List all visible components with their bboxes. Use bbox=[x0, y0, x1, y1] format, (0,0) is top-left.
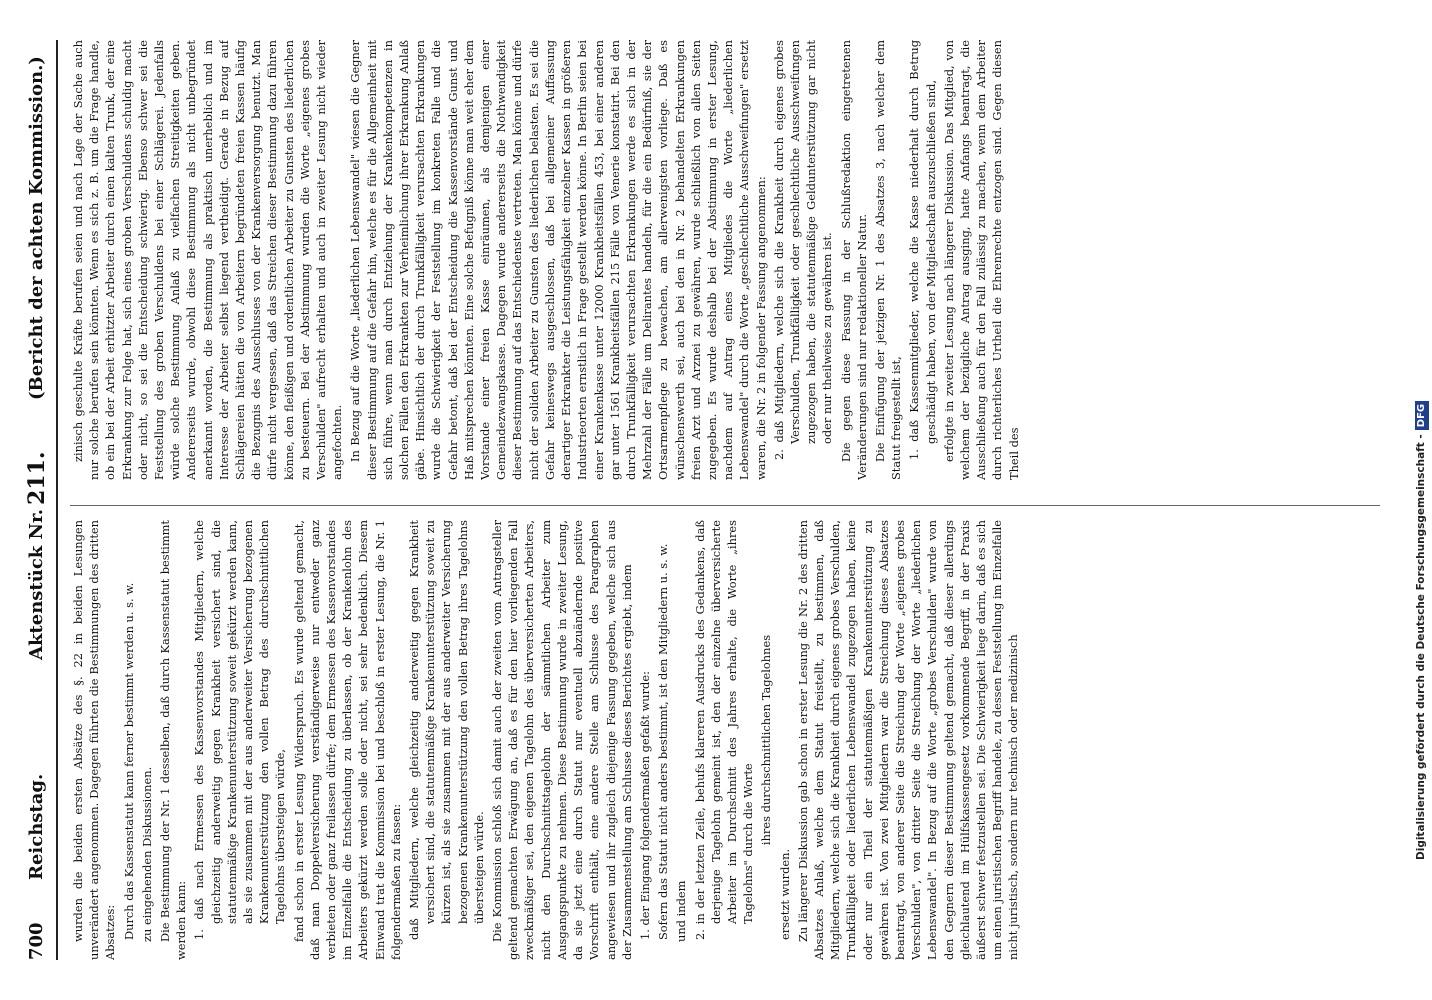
paragraph: fand schon in erster Lesung Widerspruch. Es wurde geltend gemacht, daß man Doppelversicherung verständigerweise nur entweder ganz verbieten oder ganz freilassen dürfe; dem Ermessen des Kassenvorstandes im Einzelfalle die Entscheidung zu überlassen, ob der Krankenlohn des Arbeiters gekürzt werden solle oder nicht, sei sehr bedenklich. Diesem Einwand trat die Kommission bei und beschloß in erster Lesung, die Nr. 1 folgendermaßen zu fassen: bbox=[291, 520, 403, 960]
paragraph: erfolgte in zweiter Lesung nach längerer Diskussion. Das Mitglied, von welchem der bezügliche Antrag ausging, hatte Anfangs beantragt, die Ausschließung auch für den Fall zulässig zu machen, wenn dem Arbeiter durch richterliches Urtheil die Ehrenrechte entzogen sind. Gegen diesen Theil des bbox=[941, 40, 1021, 480]
paragraph: In Bezug auf die Worte „liederlichen Lebenswandel" wiesen die Gegner dieser Bestimmung auf die Gefahr hin, welche es für die Allgemeinheit mit sich führe, wenn man durch Entziehung der Krankenkompetenzen in solchen Fällen den Erkrankten zur Verheimlichung ihrer Erkrankung Anlaß gäbe. Hinsichtlich der durch Trunkfälligkeit verursachten Erkrankungen wurde die Schwierigkeit der Feststellung im konkreten Falle und die Gefahr betont, daß bei der Entscheidung die Kassenvorstände Gunst und Haß mitsprechen könnten. Eine solche Befugniß könne man weit eher dem Vorstande einer freien Kasse einräumen, als demjenigen einer Gemeindezwangskasse. Dagegen wurde andererseits die Nothwendigkeit dieser Bestimmung auf das Entschiedenste vertreten. Man könne und dürfe nicht der soliden Arbeiter zu Gunsten des liederlichen belasten. Es sei die Gefahr keineswegs ausgeschlossen, daß bei allgemeiner Auffassung derartiger Erkrankter die Leistungsfähigkeit einzelner Kassen in größeren Industrieorten ernstlich in Frage gestellt werden könne. In Berlin seien bei einer Krankenkasse unter 12000 Krankheitsfällen 453, bei einer anderen gar unter 1561 Krankheitsfällen 215 Fälle von Venerie konstatirt. Bei den durch Trunkfälligkeit verursachten Erkrankungen werde es sich in der Mehrzahl der Fälle um Delirantes handeln, für die ein Bedürfniß, sie der Ortsarmenpflege zu bewachen, am allerwenigsten vorliege. Daß es wünschenswerth sei, auch bei den in Nr. 2 behandelten Erkrankungen freien Arzt und Arznei zu gewähren, wurde schließlich von allen Seiten zugegeben. Es wurde deshalb bei der Abstimmung in erster Lesung, nachdem auf Antrag eines Mitgliedes die Worte „liederlichen Lebenswandel" durch die Worte „geschlechtliche Ausschweifungen" ersetzt waren, die Nr. 2 in folgender Fassung angenommen: bbox=[348, 40, 768, 480]
page-number: 700 bbox=[26, 922, 47, 960]
dfg-logo: DFG bbox=[1415, 401, 1429, 430]
credit-text: Digitalisierung gefördert durch die Deutsche Forschungsgemeinschaft - bbox=[1415, 434, 1427, 860]
paragraph: 1. daß nach Ermessen des Kassenvorstandes Mitgliedern, welche gleichzeitig anderweitig gegen Krankheit versichert sind, die statutenmäßige Krankenunterstützung soweit gekürzt werden kann, als sie zusammen mit der aus anderweiter Versicherung bezogenen Krankenunterstützung den vollen Betrag des durchschnittlichen Tagelohns übersteigen würde, bbox=[192, 520, 288, 940]
paragraph: 1. daß Kassenmitglieder, welche die Kasse niederhalt durch Betrug geschädigt haben, von der Mitgliedschaft auszuschließen sind, bbox=[907, 40, 938, 460]
header-reichstag: Reichstag. bbox=[26, 773, 47, 880]
paragraph: zu eingehenden Diskussionen. bbox=[139, 766, 154, 942]
digitization-credit-sidebar bbox=[1410, 0, 1432, 1000]
right-text-column bbox=[70, 40, 1390, 480]
paragraph: 2. in der letzten Zeile, behufs klareren Ausdrucks des Gedankens, daß derjenige Tagelohn gemeint ist, den der einzelne überversicherte Arbeiter im Durchschnitt des Jahres erhalte, die Worte „ihres Tagelohns" durch die Worte bbox=[692, 520, 756, 940]
paragraph: Sofern das Statut nicht anders bestimmt, ist den Mitgliedern u. s. w. bbox=[656, 543, 671, 940]
paragraph: ersetzt wurden. bbox=[777, 848, 792, 940]
paragraph: Die Kommission schloß sich damit auch der zweiten vom Antragsteller geltend gemachten Erwägung an, daß es für den hier vorliegenden Fall zweckmäßiger sei, den eigenen Tagelohn des überversicherten Arbeiters, nicht den Durchschnittstagelohn der sämmtlichen Arbeiter zum Ausgangspunkte zu nehmen. Diese Bestimmung wurde in zweiter Lesung, da sie jetzt eine durch Statut nur eventuell abzuändernde positive Vorschrift enthält, eine andere Stelle am Schlusse des Paragraphen angewiesen und ihr zugleich diejenige Fassung gegeben, welche sich aus der Zusammenstellung am Schlusse dieses Berichtes ergiebt, indem bbox=[490, 520, 634, 960]
digitization-credit bbox=[1414, 0, 1432, 860]
paragraph: Die gegen diese Fassung in der Schlußredaktion eingetretenen Veränderungen sind nur redaktioneller Natur. bbox=[838, 40, 869, 480]
paragraph: und indem bbox=[674, 880, 689, 942]
paragraph: daß Mitgliedern, welche gleichzeitig anderweitig gegen Krankheit versichert sind, die statutenmäßige Krankenunterstützung soweit zu kürzen ist, als sie zusammen mit der aus anderweiter Versicherung bezogenen Krankenunterstützung den vollen Betrag ihres Tagelohns übersteigen würde. bbox=[407, 520, 486, 940]
paragraph: Die Einfügung der jetzigen Nr. 1 des Absatzes 3, nach welcher dem Statut freigestellt ist, bbox=[872, 40, 904, 480]
header-aktenstueck: Aktenstück Nr. bbox=[26, 508, 47, 660]
paragraph: 2. daß Mitgliedern, welche sich die Krankheit durch eigenes grobes Verschulden, Trunkfälligkeit oder geschlechtliche Ausschweifungen zugezogen haben, die statutenmäßige Geldunterstützung gar nicht oder nur theilweise zu gewähren ist. bbox=[771, 40, 835, 460]
left-text-column bbox=[70, 520, 1390, 960]
header-document-number: 211. bbox=[24, 451, 50, 505]
paragraph: wurden die beiden ersten Absätze des §. 22 in beiden Lesungen unverändert angenommen. Dagegen führten die Bestimmungen des dritten Absatzes: bbox=[71, 520, 118, 960]
column-divider bbox=[70, 505, 1380, 506]
page-header bbox=[22, 40, 58, 960]
paragraph: ihres durchschnittlichen Tagelohnes bbox=[759, 634, 774, 846]
paragraph: zinisch geschulte Kräfte berufen seien und nach Lage der Sache auch nur solche berufen sein könnten. Wenn es sich z. B. um die Frage handle, ob ein bei der Arbeit erhitzter Arbeiter durch einen kalten Trunk, der eine Erkrankung zur Folge hat, sich eines groben Verschuldens schuldig macht oder nicht, so sei die Entscheidung schwierig. Ebenso schwer sei die Feststellung des groben Verschuldens bei einer Schlägerei. Jedenfalls würde solche Bestimmung Anlaß zu vielfachen Streitigkeiten geben. Andererseits wurde, obwohl diese Bestimmung als nicht unbegründet anerkannt worden, die Bestimmung als praktisch unerheblich und im Interesse der Arbeiter selbst liegend vertheidigt. Gerade in Bezug auf Schlägereien hätten die von Arbeitern begründeten freien Kassen häufig die Bezugnis des Ausschlusses von der Krankenversorgung benutzt. Man dürfe nicht vergessen, daß das Streichen dieser Bestimmung dazu führen könne, den fleißigen und ordentlichen Arbeiter zu Gunsten des liederlichen zu besteuern. Bei der Abstimmung wurden die Worte „eigenes grobes Verschulden" aufrecht erhalten und auch in zweiter Lesung nicht wieder angefochten. bbox=[71, 40, 345, 480]
paragraph: Durch das Kassenstatut kann ferner bestimmt werden u. s. w. bbox=[121, 582, 136, 940]
paragraph: 1. der Eingang folgendermaßen gefaßt wurde: bbox=[637, 671, 652, 940]
paragraph: Zu längerer Diskussion gab schon in erster Lesung die Nr. 2 des dritten Absatzes Anlaß, welche dem Statut freistellt, zu bestimmen, daß Mitgliedern, welche sich die Krankheit durch eigenes grobes Verschulden, Trunkfälligkeit oder liederlichen Lebenswandel zugezogen haben, keine oder nur ein Theil der statutenmäßigen Krankenunterstützung zu gewähren ist. Von zwei Mitgliedern war die Streichung dieses Absatzes beantragt, von anderer Seite die Streichung der Worte „eigenes grobes Verschulden", von dritter Seite die Streichung der Worte „liederlichen Lebenswandel". In Bezug auf die Worte „grobes Verschulden" wurde von den Gegnern dieser Bestimmung geltend gemacht, daß dieser allerdings gleichlautend im Hülfskassengesetz vorkommende Begriff, in der Praxis äußerst schwer festzustellen sei. Die Schwierigkeit liege darin, daß es sich um einen juristischen Begriff handele, zu dessen Feststellung im Einzelfalle nicht juristisch, sondern nur technisch oder medizinisch bbox=[795, 520, 1021, 960]
paragraph: Die Bestimmung der Nr. 1 desselben, daß durch Kassenstatut bestimmt werden kann: bbox=[158, 520, 189, 960]
header-report-title: (Bericht der achten Kommission.) bbox=[26, 56, 47, 400]
